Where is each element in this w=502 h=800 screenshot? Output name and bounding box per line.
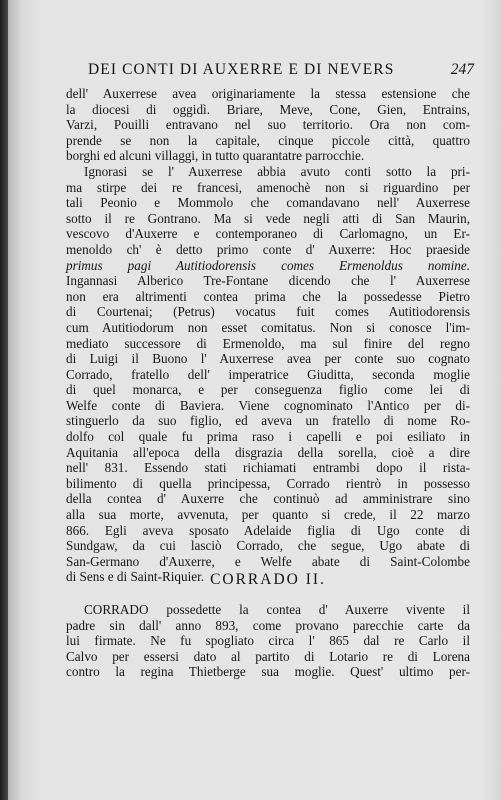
text-line: di Sens e di Saint-Riquier. xyxy=(66,569,205,585)
page-number: 247 xyxy=(450,61,474,78)
paragraph-ignorasi xyxy=(66,164,470,585)
text-line: stinguerlo da suo figlio, ed aveva un fratello di nome Ro- xyxy=(66,413,470,429)
text-line: nell' 831. Essendo stati richiamati entrambi dopo il rista- xyxy=(66,460,470,476)
text-line: CORRADO possedette la contea d' Auxerre vivente il xyxy=(84,602,470,617)
running-head: DEI CONTI DI AUXERRE E DI NEVERS xyxy=(88,61,395,78)
paragraph-continuation xyxy=(66,86,470,164)
text-line: Varzi, Pouilli entravano nel suo territorio. Ora non com- xyxy=(66,117,470,133)
text-line: padre sin dall' anno 893, come provano parecchie carte da xyxy=(66,617,470,633)
text-line: lui firmate. Ne fu spogliato circa l' 865 dal re Carlo il xyxy=(66,633,470,649)
text-line: non era altrimenti contea prima che la possedesse Pietro xyxy=(66,288,470,304)
text-line: dolfo col quale fu prima raso i capelli e poi esiliato in xyxy=(66,429,470,445)
text-line: tali Peonio e Mommolo che comandavano nell' Auxerrese xyxy=(66,195,470,211)
text-line: alla sua morte, avvenuta, per quanto si crede, il 22 marzo xyxy=(66,507,470,523)
page-header xyxy=(62,57,474,83)
text-line: cum Autitiodorum non esset comitatus. Non si conosce l'im- xyxy=(66,319,470,335)
page-body xyxy=(66,86,470,680)
text-line: prende se non la capitale, cinque piccole città, quattro xyxy=(66,132,470,148)
text-line: di Luigi il Buono l' Auxerrese avea per conte suo cognato xyxy=(66,351,470,367)
text-line: 866. Egli aveva sposato Adelaide figlia di Ugo conte di xyxy=(66,522,470,538)
text-line: sotto il re Gontrano. Ma si vede negli atti di San Maurin, xyxy=(66,210,470,226)
text-line: Sundgaw, da cui lasciò Corrado, che segue, Ugo abate di xyxy=(66,538,470,554)
section-title: CORRADO II. xyxy=(210,571,326,588)
text-line: Welfe conte di Baviera. Viene cognominato l'Antico per di- xyxy=(66,397,470,413)
text-line: San-Germano d'Auxerre, e Welfe abate di Saint-Colombe xyxy=(66,553,470,569)
paragraph-corrado xyxy=(66,602,470,680)
text-line: borghi ed alcuni villaggi, in tutto quarantatre parrocchie. xyxy=(66,148,365,164)
book-spine-shadow xyxy=(0,0,8,800)
text-line: Ingannasi Alberico Tre-Fontane dicendo che l' Auxerrese xyxy=(66,273,470,289)
text-line: ma stirpe dei re francesi, amenochè non si riguardino per xyxy=(66,179,470,195)
text-line: Corrado, fratello dell' imperatrice Giuditta, seconda moglie xyxy=(66,366,470,382)
text-line: Aquitania all'epoca della disgrazia della sorella, cioè a dire xyxy=(66,444,470,460)
text-line: menoldo ch' è detto primo conte d' Auxerre: Hoc praeside xyxy=(66,241,470,257)
text-line: dell' Auxerrese avea originariamente la stessa estensione che xyxy=(66,86,470,101)
text-line: primus pagi Autitiodorensis comes Ermenoldus nomine. xyxy=(66,257,470,273)
text-line: della contea d' Auxerre che continuò ad amministrare sino xyxy=(66,491,470,507)
text-line: di quel monarca, e per conseguenza figlio come lei di xyxy=(66,382,470,398)
text-line: Calvo per essersi dato al partito di Lotario re di Lorena xyxy=(66,648,470,664)
text-line: la diocesi di oggidì. Briare, Meve, Cone, Gien, Entrains, xyxy=(66,101,470,117)
text-line: vescovo d'Auxerre e contemporaneo di Carlomagno, un Er- xyxy=(66,226,470,242)
text-line: contro la regina Thietberge sua moglie. Quest' ultimo per- xyxy=(66,664,470,680)
text-line: Ignorasi se l' Auxerrese abbia avuto conti sotto la pri- xyxy=(84,163,470,179)
text-line: mediato successore di Ermenoldo, ma sul finire del regno xyxy=(66,335,470,351)
text-line: di Courtenai; (Petrus) vocatus fuit comes Autitiodorensis xyxy=(66,304,470,320)
text-line: bilimento di quella principessa, Corrado rientrò in possesso xyxy=(66,475,470,491)
